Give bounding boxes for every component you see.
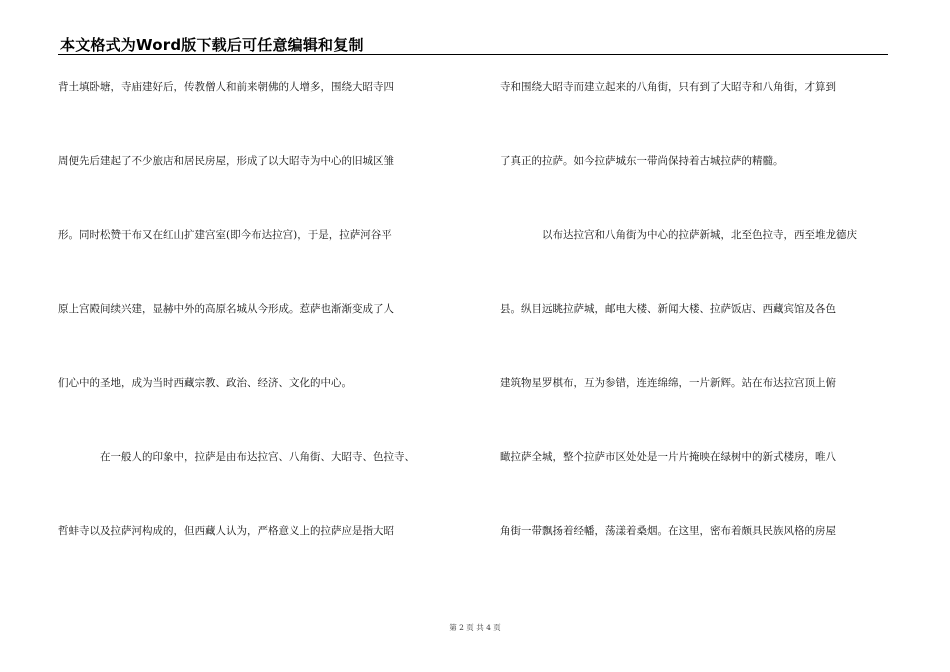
left-text-column <box>58 68 464 586</box>
text-line: 寺和围绕大昭寺而建立起来的八角街，只有到了大昭寺和八角街，才算到 <box>500 81 836 93</box>
paragraph-start-line: 在一般人的印象中，拉萨是由布达拉宫、八角街、大昭寺、色拉寺、 <box>100 451 415 463</box>
text-line: 形。同时松赞干布又在红山扩建宫室(即今布达拉宫)，于是，拉萨河谷平 <box>58 229 392 241</box>
header-divider <box>58 54 888 55</box>
text-line: 县。纵目远眺拉萨城，邮电大楼、新闻大楼、拉萨饭店、西藏宾馆及各色 <box>500 303 836 315</box>
text-line: 哲蚌寺以及拉萨河构成的，但西藏人认为，严格意义上的拉萨应是指大昭 <box>58 525 394 537</box>
text-line: 们心中的圣地，成为当时西藏宗教、政治、经济、文化的中心。 <box>58 377 352 389</box>
right-text-column <box>500 68 888 586</box>
paragraph-start-line: 以布达拉宫和八角街为中心的拉萨新城，北至色拉寺，西至堆龙德庆 <box>542 229 857 241</box>
text-line: 角街一带飘扬着经幡，荡漾着桑烟。在这里，密布着颇具民族风格的房屋 <box>500 525 836 537</box>
text-line: 瞰拉萨全城，整个拉萨市区处处是一片片掩映在绿树中的新式楼房，唯八 <box>500 451 836 463</box>
text-line: 背土填卧塘，寺庙建好后，传教僧人和前来朝佛的人增多，围绕大昭寺四 <box>58 81 394 93</box>
text-line: 原上宫殿间续兴建，显赫中外的高原名城从今形成。惹萨也渐渐变成了人 <box>58 303 394 315</box>
document-header-title: 本文格式为Word版下载后可任意编辑和复制 <box>60 36 364 54</box>
page-number-footer: 第 2 页 共 4 页 <box>449 623 501 632</box>
text-line: 建筑物星罗棋布，互为参错，连连绵绵，一片新辉。站在布达拉宫顶上俯 <box>500 377 836 389</box>
text-line: 周便先后建起了不少旅店和居民房屋，形成了以大昭寺为中心的旧城区雏 <box>58 155 394 167</box>
text-line: 了真正的拉萨。如今拉萨城东一带尚保持着古城拉萨的精髓。 <box>500 155 784 167</box>
